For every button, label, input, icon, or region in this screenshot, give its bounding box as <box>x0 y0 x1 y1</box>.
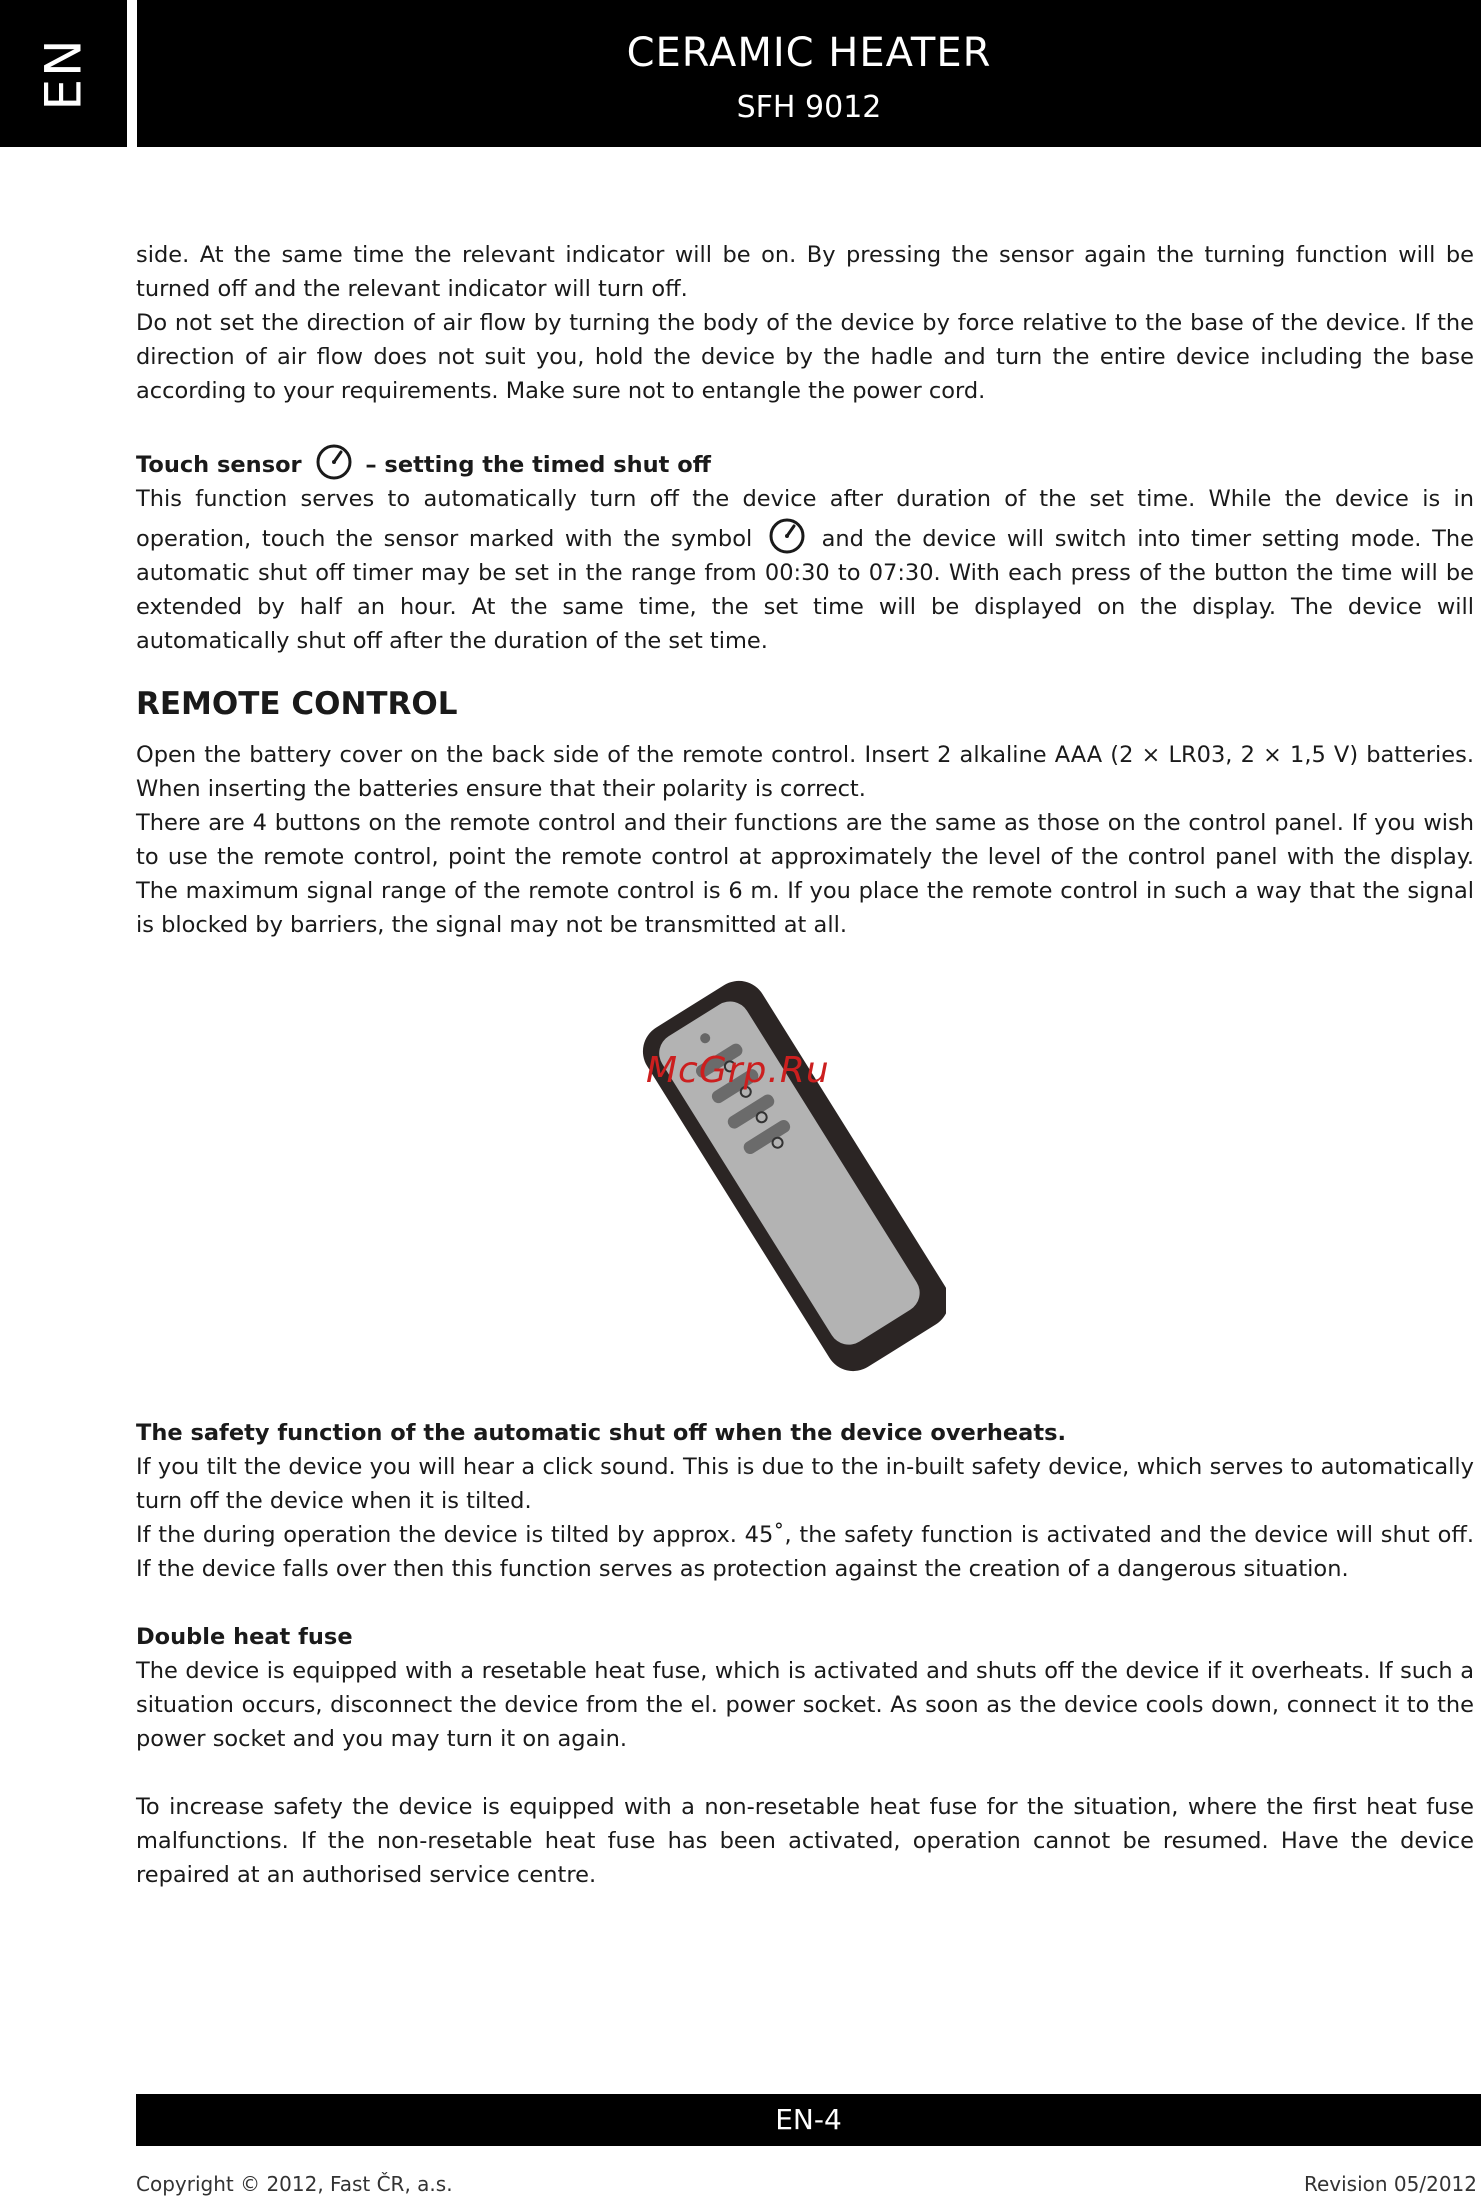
intro-paragraph-2: Do not set the direction of air flow by turning the body of the device by force relative to the base of the device. If the direction of air flow does not suit you, hold the device by the hadle and turn the entire device including the base according to your requirements. Make sure not to entangle the power cord. <box>136 310 1474 404</box>
safety-paragraph-2: If the during operation the device is tilted by approx. 45˚, the safety function is activated and the device will shut off. If the device falls over then this function serves as protection against the creation of a dangerous situation. <box>136 1522 1474 1582</box>
remote-paragraph-1: Open the battery cover on the back side of the remote control. Insert 2 alkaline AAA (2 × LR03, 2 × 1,5 V) batteries. When inserting the batteries ensure that their polarity is correct. <box>136 742 1474 802</box>
remote-control-image <box>626 966 946 1386</box>
timer-icon <box>767 516 807 556</box>
page-number-bar <box>136 2094 1481 2146</box>
remote-paragraph-2: There are 4 buttons on the remote control and their functions are the same as those on the control panel. If you wish to use the remote control, point the remote control at approximately the level of the control panel with the display. The maximum signal range of the remote control is 6 m. If you place the remote control in such a way that the signal is blocked by barriers, the signal may not be transmitted at all. <box>136 810 1474 938</box>
copyright: Copyright © 2012, Fast ČR, a.s. <box>136 2172 453 2196</box>
revision: Revision 05/2012 <box>1303 2172 1477 2196</box>
page-number: EN-4 <box>775 2103 842 2136</box>
safety-heading: The safety function of the automatic shut off when the device overheats. <box>136 1420 1067 1446</box>
model-number: SFH 9012 <box>736 90 882 125</box>
touch-sensor-text-b: and the device will switch into timer setting mode. The automatic shut off timer may be set in the range from 00:30 to 07:30. With each press of the button the time will be extended by half an hour. At the same time, the set time will be displayed on the display. The device will automatically shut off after the duration of the set time. <box>136 526 1474 654</box>
touch-sensor-title-b: – setting the timed shut off <box>365 452 711 478</box>
heat-fuse-paragraph-1: The device is equipped with a resetable heat fuse, which is activated and shuts off the device if it overheats. If such a situation occurs, disconnect the device from the el. power socket. As soon as the device cools down, connect it to the power socket and you may turn it on again. <box>136 1658 1474 1752</box>
safety-paragraph-1: If you tilt the device you will hear a click sound. This is due to the in-built safety device, which serves to automatically turn off the device when it is tilted. <box>136 1454 1474 1514</box>
watermark: McGrp.Ru <box>646 1050 830 1091</box>
heat-fuse-paragraph-2: To increase safety the device is equipped with a non-resetable heat fuse for the situation, where the first heat fuse malfunctions. If the non-resetable heat fuse has been activated, operation cannot be resumed. Have the device repaired at an authorised service centre. <box>136 1794 1474 1888</box>
page-title: CERAMIC HEATER <box>626 30 992 76</box>
touch-sensor-heading <box>136 442 1474 482</box>
page-header <box>137 0 1481 147</box>
language-label: EN <box>34 37 93 110</box>
heat-fuse-heading: Double heat fuse <box>136 1624 353 1650</box>
timer-icon <box>314 442 354 482</box>
touch-sensor-title-a: Touch sensor <box>136 452 302 478</box>
remote-control-heading: REMOTE CONTROL <box>136 686 458 722</box>
manual-content <box>136 238 1474 1892</box>
touch-sensor-text <box>136 482 1474 658</box>
touch-sensor-text-a: This function serves to automatically turn off the device after duration of the set time. While the device is in operation, touch the sensor marked with the symbol <box>136 486 1474 552</box>
intro-paragraph-1: side. At the same time the relevant indicator will be on. By pressing the sensor again the turning function will be turned off and the relevant indicator will turn off. <box>136 242 1474 302</box>
language-tab <box>0 0 127 147</box>
remote-control-figure <box>136 966 1474 1386</box>
